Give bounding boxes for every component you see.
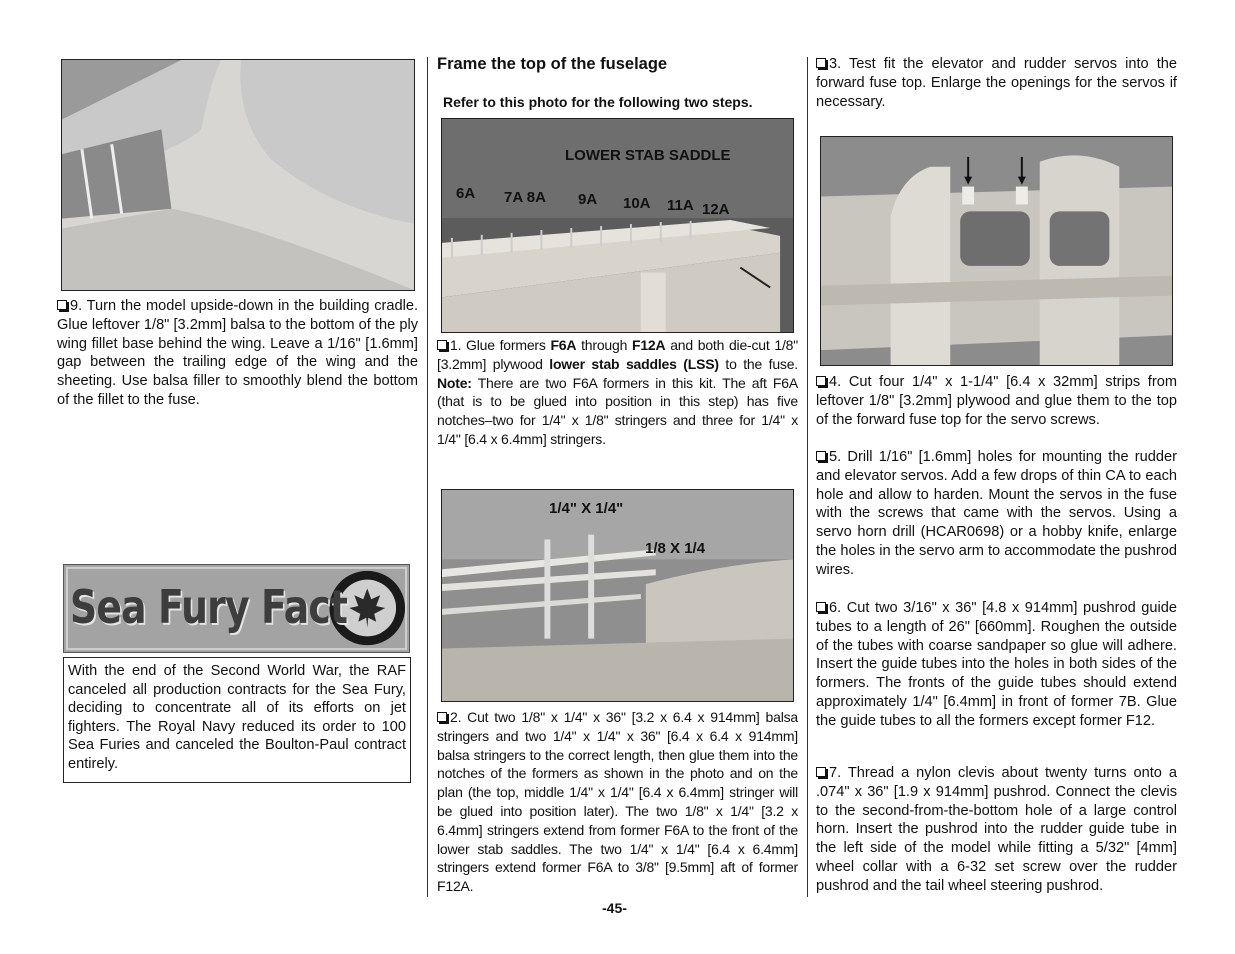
logo-text: Sea Fury Fact — [70, 580, 348, 634]
checkbox-icon[interactable] — [816, 58, 826, 68]
sea-fury-fact-logo — [63, 564, 410, 653]
photo-caption: Refer to this photo for the following two steps. — [443, 94, 753, 110]
checkbox-icon[interactable] — [816, 602, 826, 612]
column-divider-left — [427, 57, 428, 897]
checkbox-icon[interactable] — [437, 340, 447, 350]
section-heading: Frame the top of the fuselage — [437, 55, 668, 73]
label-quarter-by-quarter: 1/4" X 1/4" — [549, 500, 624, 517]
wing-fillet-photo — [61, 59, 415, 291]
checkbox-icon[interactable] — [437, 712, 447, 722]
checkbox-icon[interactable] — [57, 300, 67, 310]
checkbox-icon[interactable] — [816, 767, 826, 777]
step-7-text: 7. Thread a nylon clevis about twenty turns onto a .074" x 36" [1.9 x 914mm] pushrod. Connect the clevis to the second-from-the-bottom hole of a large control horn. Insert the pushrod into the rudder guide tube in the left side of the model while fitting a 5/32" [4mm] wheel collar with a 6-32 set screw over the rudder pushrod and the tail wheel steering pushrod. — [816, 765, 1177, 894]
lower-stab-saddle-photo — [441, 118, 794, 333]
label-12a: 12A — [702, 201, 730, 218]
checkbox-icon[interactable] — [816, 376, 826, 386]
step-4-text: 4. Cut four 1/4" x 1-1/4" [6.4 x 32mm] strips from leftover 1/8" [3.2mm] plywood and glue them to the top of the forward fuse top for the servo screws. — [816, 374, 1177, 428]
sea-fury-fact-box — [63, 657, 411, 783]
label-lower-stab-saddle: LOWER STAB SADDLE — [565, 147, 731, 164]
label-10a: 10A — [623, 195, 651, 212]
step-1-text: 1. Glue formers F6A through F12A and both die-cut 1/8" [3.2mm] plywood lower stab saddles (LSS) to the fuse. Note: There are two F6A formers in this kit. The aft F6A (that is to be glued into position in this step) has five notches–two for 1/4" x 1/8" stringers and three for 1/4" x 1/4" [6.4 x 6.4mm] stringers. — [437, 337, 798, 447]
checkbox-icon[interactable] — [816, 451, 826, 461]
label-11a: 11A — [667, 197, 694, 214]
step-2-text: 2. Cut two 1/8" x 1/4" x 36" [3.2 x 6.4 x 914mm] balsa stringers and two 1/4" x 1/4" x 36" [6.4 x 6.4 x 914mm] balsa stringers to the correct length, then glue them into the notches of the formers as shown in the photo and on the plan (the top, middle 1/4" x 1/4" [6.4 x 6.4mm] stringer will be glued into position later). The two 1/8" x 1/4" [3.2 x 6.4mm] stringers extend from former F6A to the front of the lower stab saddles. The two 1/4" x 1/4" [6.4 x 6.4mm] stringers extend former F6A to 3/8" [9.5mm] aft of former F12A. — [437, 709, 798, 895]
step-9-text: 9. Turn the model upside-down in the building cradle. Glue leftover 1/8" [3.2mm] balsa to the bottom of the ply wing fillet base behind the wing. Leave a 1/16" [1.6mm] gap between the trailing edge of the wing and the sheeting. Use balsa filler to smoothly blend the bottom of the fillet to the fuse. — [57, 298, 418, 408]
label-6a: 6A — [456, 185, 476, 202]
servo-mount-photo — [820, 136, 1173, 366]
step-3-text: 3. Test fit the elevator and rudder servos into the forward fuse top. Enlarge the openings for the servos if necessary. — [816, 56, 1177, 110]
page-number: -45- — [602, 900, 627, 916]
label-eighth-by-quarter: 1/8 X 1/4 — [645, 540, 706, 557]
label-9a: 9A — [578, 191, 598, 208]
stringers-photo — [441, 489, 794, 702]
label-7a-8a: 7A 8A — [504, 189, 546, 206]
fact-text: With the end of the Second World War, the RAF canceled all production contracts for the Sea Fury, deciding to concentrate all of its efforts on jet fighters. The Royal Navy reduced its order to 100 Sea Furies and canceled the Boulton-Paul contract entirely. — [68, 663, 406, 772]
column-divider-right — [807, 57, 808, 897]
step-6-text: 6. Cut two 3/16" x 36" [4.8 x 914mm] pushrod guide tubes to a length of 26" [660mm]. Roughen the outside of the tubes with coarse sandpaper so glue will adhere. Insert the guide tubes into the holes in both sides of the formers. The fronts of the guide tubes should extend approximately 1/4" [6.4mm] in front of former 7B. Glue the guide tubes to all the formers except former F12. — [816, 600, 1177, 729]
step-5-text: 5. Drill 1/16" [1.6mm] holes for mounting the rudder and elevator servos. Add a few drops of thin CA to each hole and allow to harden. Mount the servos in the fuse with the screws that came with the servos. Using a servo horn drill (HCAR0698) or a hobby knife, enlarge the holes in the servo arm to accommodate the pushrod wires. — [816, 449, 1177, 578]
